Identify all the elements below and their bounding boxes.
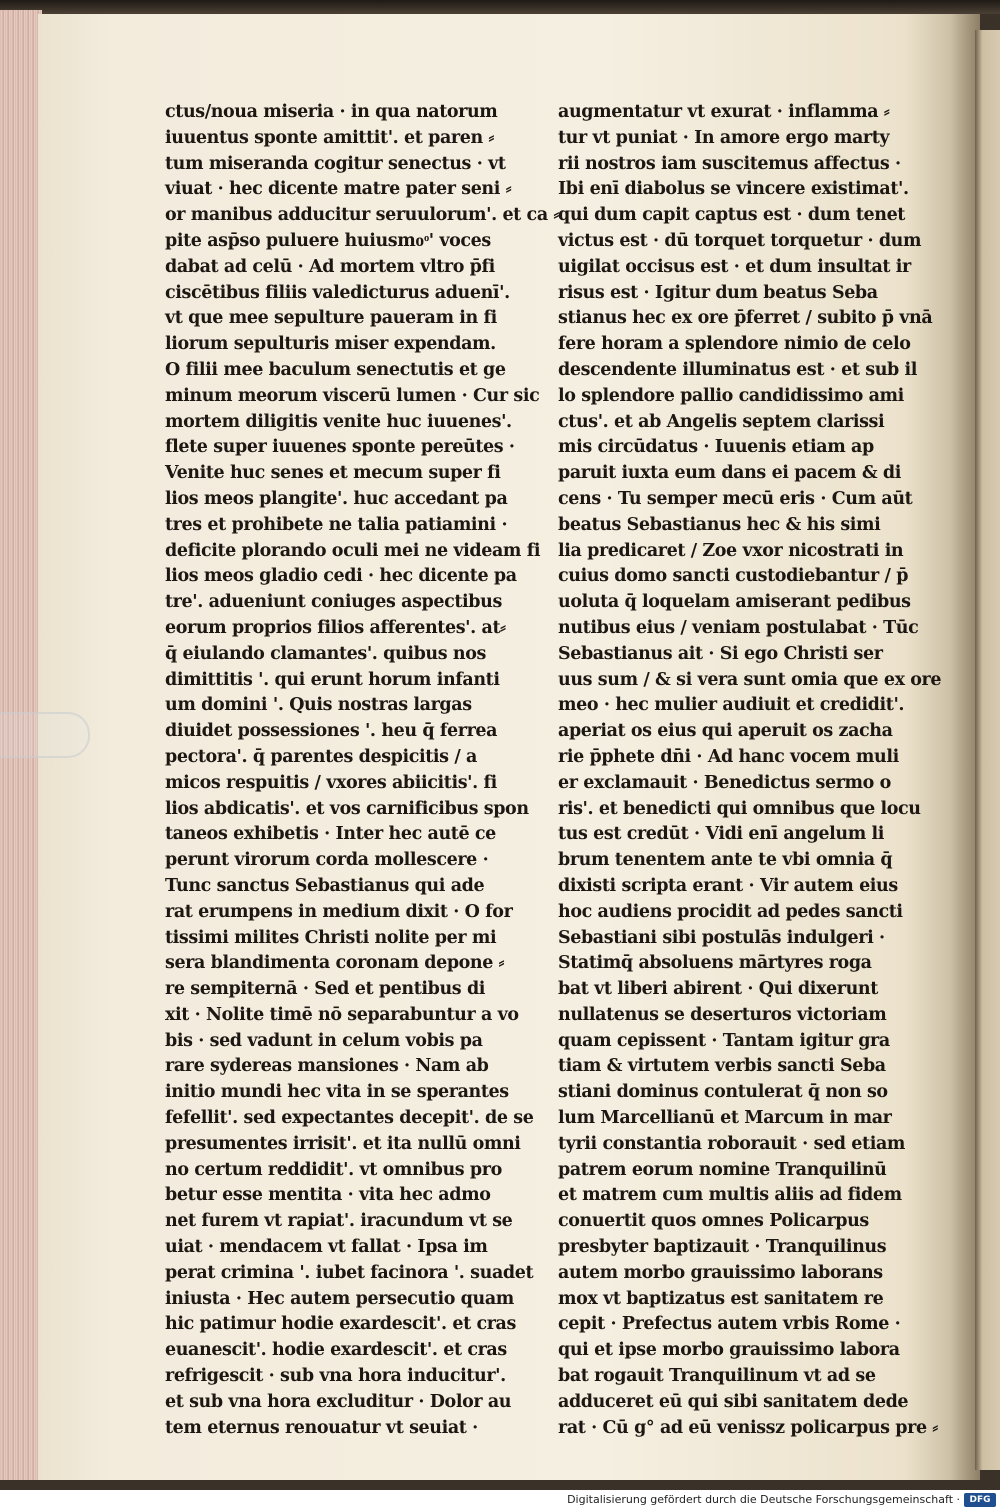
text-line: lo splendore pallio candidissimo ami	[558, 385, 904, 406]
text-line: O filii mee baculum senectutis et ge	[165, 359, 506, 380]
text-line: augmentatur vt exurat · inflamma ⸗	[558, 102, 890, 122]
text-line: tyrii constantia roborauit · sed etiam	[558, 1133, 906, 1154]
text-line: taneos exhibetis · Inter hec autē ce	[165, 824, 496, 845]
text-line: tiam & virtutem verbis sancti Seba	[558, 1056, 886, 1077]
text-line: lios meos plangite'. huc accedant pa	[165, 488, 508, 509]
text-line: tem eternus renouatur vt seuiat ·	[165, 1417, 478, 1438]
text-line: Sebastiani sibi postulās indulgeri ·	[558, 927, 885, 948]
text-line: stiani dominus contulerat q̄ non so	[558, 1082, 888, 1103]
text-line: xit · Nolite timē nō separabuntur a vo	[165, 1004, 519, 1025]
text-line: cuius domo sancti custodiebantur / p̄	[558, 566, 909, 587]
text-line: qui et ipse morbo grauissimo labora	[558, 1340, 900, 1361]
text-line: rare sydereas mansiones · Nam ab	[165, 1056, 489, 1077]
page-clip	[0, 712, 90, 758]
text-line: eorum proprios filios afferentes'. at⸗	[165, 617, 506, 638]
text-line: tum miseranda cogitur senectus · vt	[165, 153, 506, 174]
footer-credit: Digitalisierung gefördert durch die Deutsche Forschungsgemeinschaft ·	[567, 1493, 960, 1506]
text-line: bis · sed vadunt in celum vobis pa	[165, 1030, 483, 1051]
text-line: presumentes irrisit'. et ita nullū omni	[165, 1133, 521, 1154]
text-line: hoc audiens procidit ad pedes sancti	[558, 901, 903, 922]
text-line: rat erumpens in medium dixit · O for	[165, 901, 513, 922]
text-line: qui dum capit captus est · dum tenet	[558, 205, 905, 226]
text-line: lia predicaret / Zoe vxor nicostrati in	[558, 540, 904, 561]
text-line: euanescit'. hodie exardescit'. et cras	[165, 1340, 507, 1361]
text-line: uoluta q̄ loquelam amiserant pedibus	[558, 592, 911, 613]
text-line: ctus/noua miseria · in qua natorum	[165, 102, 498, 122]
text-line: paruit iuxta eum dans ei pacem & di	[558, 463, 901, 484]
text-line: initio mundi hec vita in se sperantes	[165, 1082, 509, 1103]
text-line: betur esse mentita · vita hec admo	[165, 1185, 491, 1206]
text-line: nullatenus se deserturos victoriam	[558, 1004, 887, 1025]
text-line: minum meorum viscerū lumen · Cur sic	[165, 385, 540, 406]
text-line: perat crimina '. iubet facinora '. suadet	[165, 1262, 534, 1283]
text-line: iuuentus sponte amittit'. et paren ⸗	[165, 127, 494, 148]
digitization-footer	[0, 1490, 1000, 1511]
text-line: victus est · dū torquet torquetur · dum	[558, 230, 922, 251]
text-line: cepit · Prefectus autem vrbis Rome ·	[558, 1314, 901, 1335]
text-line: ctus'. et ab Angelis septem clarissi	[558, 411, 885, 432]
left-text-column	[165, 100, 559, 1441]
text-line: quam cepissent · Tantam igitur gra	[558, 1030, 890, 1051]
text-line: bat rogauit Tranquilinum vt ad se	[558, 1366, 876, 1387]
text-line: Ibi enī diabolus se vincere existimat'.	[558, 179, 909, 200]
text-line: brum tenentem ante te vbi omnia q̄	[558, 850, 893, 871]
text-line: ris'. et benedicti qui omnibus que locu	[558, 798, 921, 819]
adjacent-page-edge	[975, 30, 1000, 1470]
text-line: rat · Cū g° ad eū venissz policarpus pre ⸗	[558, 1417, 938, 1438]
text-line: viuat · hec dicente matre pater seni ⸗	[165, 179, 512, 200]
dfg-logo-icon: DFG	[964, 1493, 996, 1507]
text-line: meo · hec mulier audiuit et credidit'.	[558, 695, 905, 716]
text-line: flete super iuuenes sponte pereūtes ·	[165, 437, 515, 458]
text-line: pite asp̄so puluere huiusmoͦ' voces	[165, 230, 491, 251]
text-line: micos respuitis / vxores abiicitis'. fi	[165, 772, 497, 793]
text-line: tur vt puniat · In amore ergo marty	[558, 127, 890, 148]
text-line: presbyter baptizauit · Tranquilinus	[558, 1237, 887, 1258]
text-line: lum Marcellianū et Marcum in mar	[558, 1108, 892, 1129]
text-line: mortem diligitis venite huc iuuenes'.	[165, 411, 512, 432]
text-line: uiat · mendacem vt fallat · Ipsa im	[165, 1237, 488, 1258]
text-line: bat vt liberi abirent · Qui dixerunt	[558, 979, 878, 1000]
text-line: Venite huc senes et mecum super fi	[165, 463, 501, 484]
text-line: sera blandimenta coronam depone ⸗	[165, 953, 505, 974]
text-line: deficite plorando oculi mei ne videam fi	[165, 540, 541, 561]
text-line: fere horam a splendore nimio de celo	[558, 334, 911, 355]
text-line: risus est · Igitur dum beatus Seba	[558, 282, 878, 303]
text-line: vt que mee sepulture paueram in fi	[165, 308, 497, 329]
text-line: uigilat occisus est · et dum insultat ir	[558, 256, 911, 277]
text-line: rie p̄phete dn̄i · Ad hanc vocem muli	[558, 746, 899, 767]
text-line: et sub vna hora excluditur · Dolor au	[165, 1391, 512, 1412]
text-line: tissimi milites Christi nolite per mi	[165, 927, 497, 948]
text-line: rii nostros iam suscitemus affectus ·	[558, 153, 901, 174]
text-line: cens · Tu semper mecū eris · Cum aūt	[558, 488, 913, 509]
text-line: beatus Sebastianus hec & his simi	[558, 514, 881, 535]
text-line: ciscētibus filiis valedicturus aduenī'.	[165, 282, 510, 303]
text-line: diuidet possessiones '. heu q̄ ferrea	[165, 721, 498, 742]
text-line: refrigescit · sub vna hora inducitur'.	[165, 1366, 506, 1387]
text-line: uus sum / & si vera sunt omia que ex ore	[558, 669, 942, 690]
text-line: tre'. adueniunt coniuges aspectibus	[165, 592, 502, 613]
text-line: patrem eorum nomine Tranquilinū	[558, 1159, 887, 1180]
text-line: er exclamauit · Benedictus sermo o	[558, 772, 891, 793]
text-line: Statimq̄ absoluens mārtyres roga	[558, 953, 872, 974]
text-line: conuertit quos omnes Policarpus	[558, 1211, 869, 1232]
text-line: lios abdicatis'. et vos carnificibus spon	[165, 798, 529, 819]
text-line: q̄ eiulando clamantes'. quibus nos	[165, 643, 486, 664]
text-line: dixisti scripta erant · Vir autem eius	[558, 875, 898, 896]
text-line: mox vt baptizatus est sanitatem re	[558, 1288, 884, 1309]
text-line: net furem vt rapiat'. iracundum vt se	[165, 1211, 513, 1232]
text-line: iniusta · Hec autem persecutio quam	[165, 1288, 514, 1309]
text-line: stianus hec ex ore p̄ferret / subito p̄ vnā	[558, 308, 933, 329]
text-line: nutibus eius / veniam postulabat · Tūc	[558, 617, 919, 638]
right-text-column	[558, 100, 942, 1441]
text-line: tus est credūt · Vidi enī angelum li	[558, 824, 885, 845]
text-line: aperiat os eius qui aperuit os zacha	[558, 721, 893, 742]
text-line: fefellit'. sed expectantes decepit'. de se	[165, 1108, 534, 1129]
text-line: pectora'. q̄ parentes despicitis / a	[165, 746, 477, 767]
text-line: tres et prohibete ne talia patiamini ·	[165, 514, 508, 535]
text-line: et matrem cum multis aliis ad fidem	[558, 1185, 902, 1206]
text-line: hic patimur hodie exardescit'. et cras	[165, 1314, 516, 1335]
text-line: no certum reddidit'. vt omnibus pro	[165, 1159, 502, 1180]
text-line: mis circūdatus · Iuuenis etiam ap	[558, 437, 874, 458]
text-line: Sebastianus ait · Si ego Christi ser	[558, 643, 883, 664]
text-line: perunt virorum corda mollescere ·	[165, 850, 489, 871]
text-line: descendente illuminatus est · et sub il	[558, 359, 918, 380]
text-line: autem morbo grauissimo laborans	[558, 1262, 883, 1283]
text-line: um domini '. Quis nostras largas	[165, 695, 472, 716]
text-line: dabat ad celū · Ad mortem vltro p̄fi	[165, 256, 495, 277]
text-line: or manibus adducitur seruulorum'. et ca ⸗	[165, 205, 559, 226]
text-line: Tunc sanctus Sebastianus qui ade	[165, 875, 485, 896]
text-line: lios meos gladio cedi · hec dicente pa	[165, 566, 517, 587]
book-top-edge	[0, 0, 1000, 14]
text-line: re sempiternā · Sed et pentibus di	[165, 979, 486, 1000]
text-line: liorum sepulturis mi̇ser expendam.	[165, 334, 496, 355]
text-line: dimittitis '. qui erunt horum infanti	[165, 669, 500, 690]
text-line: adduceret eū qui sibi sanitatem dede	[558, 1391, 909, 1412]
